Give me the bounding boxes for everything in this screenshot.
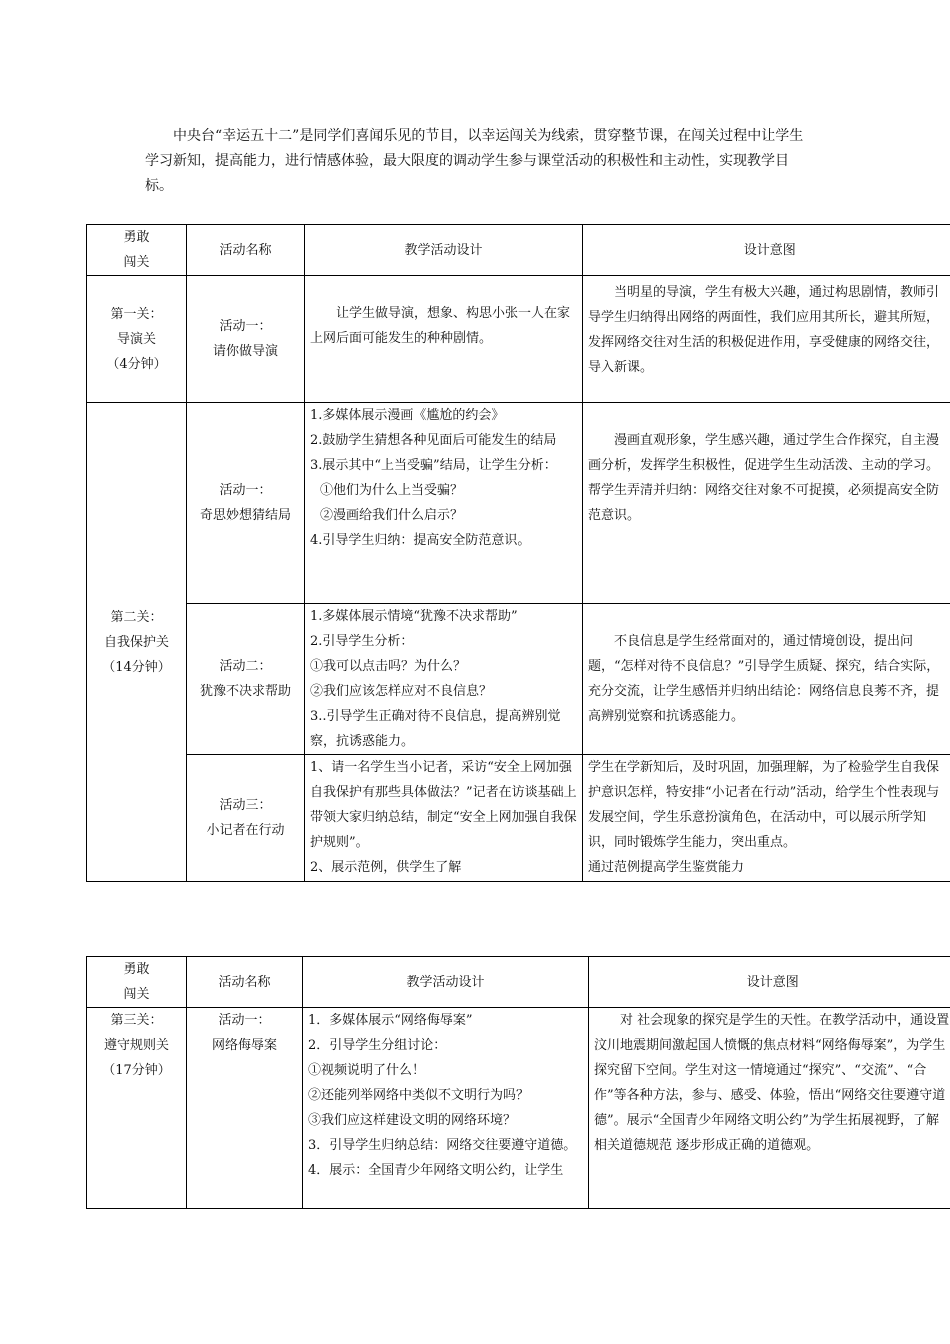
- level-name: 遵守规则关: [103, 1038, 169, 1053]
- header-level-line2: 闯关: [123, 255, 150, 270]
- header-level-line1: 勇敢: [123, 230, 150, 245]
- design-question: ①视频说明了什么！: [308, 1063, 426, 1078]
- activity-cell: [187, 276, 305, 403]
- design-question: ①他们为什么上当受骗？: [320, 483, 464, 498]
- design-cell: [305, 755, 583, 882]
- intent-cell: [589, 1008, 950, 1209]
- intent-text: 学生在学新知后，及时巩固，加强理解，为了检验学生自我保护意识怎样，特安排“小记者在行动”活动，给学生个性表现与发展空间，学生乐意扮演角色，在活动中，可以展示所学知识，同时锻炼学生能力，突出重点。: [588, 760, 940, 850]
- design-text: 让学生做导演，想象、构思小张一人在家上网后面可能发生的种种剧情。: [310, 306, 571, 346]
- intent-text: 不良信息是学生经常面对的，通过情境创设，提出问题，“怎样对待不良信息？”引导学生质疑、探究，结合实际，充分交流，让学生感悟并归纳出结论：网络信息良莠不齐，提高辨别觉察和抗诱惑能力。: [588, 634, 940, 724]
- table-header-row: [87, 957, 950, 1008]
- intent-text: 当明星的导演，学生有极大兴趣，通过构思剧情，教师引导学生归纳得出网络的两面性，我们应用其所长，避其所短，发挥网络交往对生活的积极促进作用，享受健康的网络交往，导入新课。: [588, 285, 940, 375]
- level-name: 导演关: [116, 331, 156, 347]
- intent-text: 漫画直观形象，学生感兴趣，通过学生合作探究，自主漫画分析，发挥学生积极性，促进学生生动活泼、主动的学习。帮学生弄清并归纳：网络交往对象不可捉摸，必须提高安全防范意识。: [588, 433, 940, 523]
- table-header-row: [87, 225, 950, 276]
- design-step: 2、展示范例，供学生了解: [310, 860, 462, 875]
- table-row: [87, 755, 950, 882]
- design-question: ③我们应这样建设文明的网络环境？: [308, 1113, 517, 1128]
- design-cell: [303, 1008, 589, 1209]
- header-level: [87, 957, 187, 1008]
- design-step: 3..引导学生正确对待不良信息，提高辨别觉察，抗诱惑能力。: [310, 709, 561, 749]
- activity-name: 奇思妙想猜结局: [199, 508, 291, 523]
- header-level-line2: 闯关: [123, 987, 150, 1002]
- level-title: 第二关：: [110, 609, 163, 625]
- activity-number: 活动三：: [219, 798, 272, 813]
- design-step: 1、请一名学生当小记者，采访“安全上网加强自我保护有那些具体做法？”记者在访谈基础上带领大家归纳总结，制定“安全上网加强自我保护规则”。: [310, 760, 577, 850]
- intent-cell: [583, 276, 950, 403]
- lesson-table-1: [86, 224, 950, 882]
- activity-number: 活动一：: [218, 1013, 271, 1028]
- header-intent: 设计意图: [589, 957, 950, 1008]
- intent-cell: [583, 755, 950, 882]
- header-design: 教学活动设计: [305, 225, 583, 276]
- activity-cell: [187, 1008, 303, 1209]
- design-question: ②还能列举网络中类似不文明行为吗？: [308, 1088, 530, 1103]
- header-design: 教学活动设计: [303, 957, 589, 1008]
- activity-cell: [187, 755, 305, 882]
- activity-name: 小记者在行动: [206, 823, 285, 838]
- activity-name: 网络侮辱案: [211, 1038, 277, 1053]
- level-name: 自我保护关: [103, 634, 169, 650]
- design-cell: [305, 403, 583, 604]
- table-row: [87, 604, 950, 755]
- level-cell: [87, 1008, 187, 1209]
- design-step: 3．引导学生归纳总结：网络交往要遵守道德。: [308, 1138, 577, 1153]
- design-step: 4．展示：全国青少年网络文明公约，让学生: [308, 1163, 564, 1178]
- header-activity: 活动名称: [187, 957, 303, 1008]
- design-step: 1．多媒体展示“网络侮辱案”: [308, 1013, 473, 1028]
- table-row: [87, 403, 950, 604]
- intent-cell: [583, 604, 950, 755]
- intent-cell: [583, 403, 950, 604]
- header-intent: 设计意图: [583, 225, 950, 276]
- level-duration: （4分钟）: [106, 356, 167, 372]
- activity-name: 犹豫不决求帮助: [199, 684, 291, 699]
- level-duration: （17分钟）: [102, 1063, 171, 1078]
- design-step: 4.引导学生归纳：提高安全防范意识。: [310, 533, 531, 548]
- activity-cell: [187, 604, 305, 755]
- header-level-line1: 勇敢: [123, 962, 150, 977]
- level-title: 第三关：: [110, 1013, 163, 1028]
- level-duration: （14分钟）: [102, 659, 171, 675]
- activity-number: 活动二：: [219, 659, 272, 674]
- level-cell: [87, 276, 187, 403]
- activity-number: 活动一：: [219, 319, 272, 334]
- design-cell: [305, 604, 583, 755]
- intent-text: 通过范例提高学生鉴赏能力: [588, 860, 745, 875]
- activity-name: 请你做导演: [212, 344, 278, 359]
- design-step: 1.多媒体展示情境“犹豫不决求帮助”: [310, 609, 518, 624]
- design-question: ①我可以点击吗？为什么？: [310, 659, 467, 674]
- design-question: ②我们应该怎样应对不良信息？: [310, 684, 493, 699]
- header-activity: 活动名称: [187, 225, 305, 276]
- design-question: ②漫画给我们什么启示？: [320, 508, 464, 523]
- activity-cell: [187, 403, 305, 604]
- design-cell: [305, 276, 583, 403]
- design-step: 3.展示其中“上当受骗”结局，让学生分析：: [310, 458, 557, 473]
- intent-text: 对 社会现象的探究是学生的天性。在教学活动中，通设置汶川地震期间激起国人愤慨的焦点材料“网络侮辱案”，为学生探究留下空间。学生对这一情境通过“探究”、“交流”、“合作”等各种方法，参与、感受、体验，悟出“网络交往要遵守道德”。展示“全国青少年网络文明公约”为学生拓展视野，了解相关道德规范 逐步形成正确的道德观。: [594, 1013, 950, 1153]
- intro-paragraph: 中央台“幸运五十二”是同学们喜闻乐见的节目，以幸运闯关为线索，贯穿整节课，在闯关过程中让学生学习新知，提高能力，进行情感体验，最大限度的调动学生参与课堂活动的积极性和主动性，实现教学目标。: [145, 128, 804, 194]
- lesson-table-2: [86, 956, 950, 1209]
- header-level: [87, 225, 187, 276]
- level-cell: [87, 403, 187, 882]
- level-title: 第一关：: [110, 306, 163, 322]
- design-step: 2.鼓励学生猜想各种见面后可能发生的结局: [310, 433, 557, 448]
- activity-number: 活动一：: [219, 483, 272, 498]
- design-step: 2.引导学生分析：: [310, 634, 414, 649]
- design-step: 2．引导学生分组讨论：: [308, 1038, 447, 1053]
- table-row: [87, 1008, 950, 1209]
- table-row: [87, 276, 950, 403]
- design-step: 1.多媒体展示漫画《尴尬的约会》: [310, 408, 505, 423]
